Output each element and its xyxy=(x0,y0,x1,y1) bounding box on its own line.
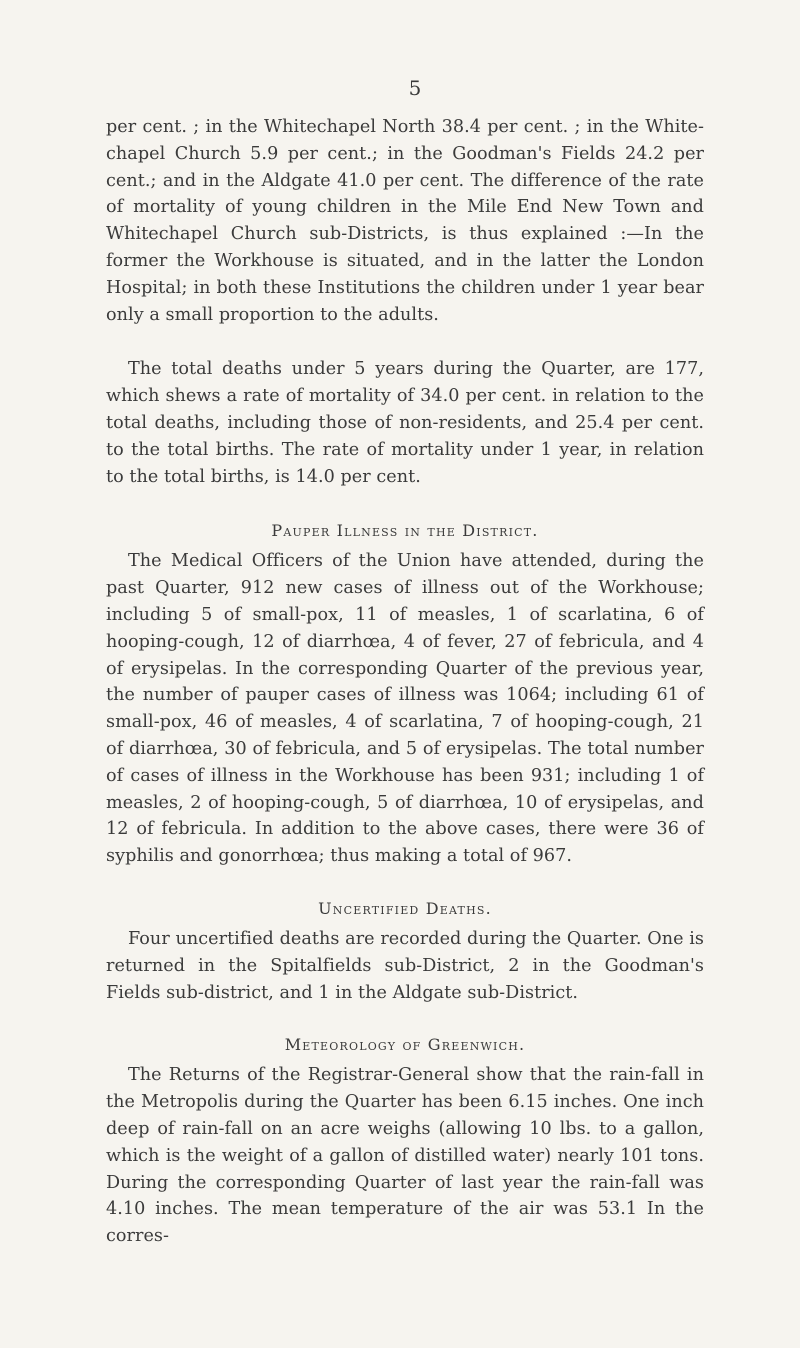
page-number: 5 xyxy=(408,76,422,100)
heading-uncertified-deaths: Uncertified Deaths. xyxy=(318,898,492,918)
paragraph-deaths-under-five: The total deaths under 5 years during the Quarter, are 177, which shews a rate of mortality of 34.0 per cent. in relation to the total deaths, including those of non-residents, and 25.4 per cent. to the total births. The rate of mortality under 1 year, in relation to the total births, is 14.0 per cent. xyxy=(106,359,704,487)
paragraph-meteorology: The Returns of the Registrar-General show that the rain-fall in the Metropolis during the Quarter has been 6.15 inches. One inch deep of rain-fall on an acre weighs (allowing 10 lbs. to a gallon, which is the weight of a gallon of distilled water) nearly 101 tons. During the corresponding Quarter of last year the rain-fall was 4.10 inches. The mean temperature of the air was 53.1 In the corres- xyxy=(106,1065,704,1247)
paragraph-mortality-rates: per cent. ; in the Whitechapel North 38.4 per cent. ; in the White-chapel Church 5.9 per cent.; in the Goodman's Fields 24.2 per cent.; and in the Aldgate 41.0 per cent. The difference of the rate of mortality of young children in the Mile End New Town and Whitechapel Church sub-Districts, is thus explained :—In the former the Workhouse is situated, and in the latter the London Hospital; in both these Institutions the children under 1 year bear only a small proportion to the adults. xyxy=(106,117,704,325)
heading-meteorology: Meteorology of Greenwich. xyxy=(284,1035,526,1055)
heading-pauper-illness: Pauper Illness in the District. xyxy=(271,521,539,541)
paragraph-uncertified-deaths: Four uncertified deaths are recorded during the Quarter. One is returned in the Spitalfields sub-District, 2 in the Goodman's Fields sub-district, and 1 in the Aldgate sub-District. xyxy=(106,928,704,1003)
paragraph-pauper-illness: The Medical Officers of the Union have attended, during the past Quarter, 912 new cases of illness out of the Workhouse; including 5 of small-pox, 11 of measles, 1 of scarlatina, 6 of hooping-cough, 12 of diarrhœa, 4 of fever, 27 of febricula, and 4 of erysipelas. In the corresponding Quarter of the previous year, the number of pauper cases of illness was 1064; including 61 of small-pox, 46 of measles, 4 of scarlatina, 7 of hooping-cough, 21 of diarrhœa, 30 of febricula, and 5 of erysipelas. The total number of cases of illness in the Workhouse has been 931; including 1 of measles, 2 of hooping-cough, 5 of diarrhœa, 10 of erysipelas, and 12 of febricula. In addition to the above cases, there were 36 of syphilis and gonorrhœa; thus making a total of 967. xyxy=(106,551,704,867)
